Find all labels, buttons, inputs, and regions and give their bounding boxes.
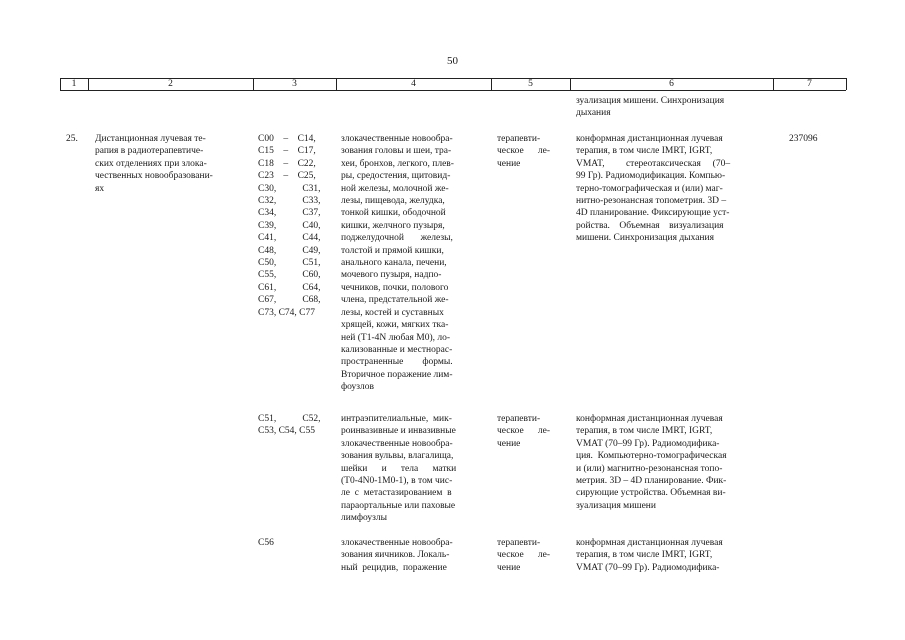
column-header-1: 1 (71, 79, 77, 89)
subrow-3-method: конформная дистанционная лучевая терапия, в том числе IMRT, IGRT, VMAT (70–99 Гр). Радиомодифика- (576, 538, 723, 573)
header-bottom-rule (60, 90, 846, 91)
subrow-2-model: интраэпителиальные, мик- роинвазивные и инвазивные злокачественные новообра- зования вульвы, влагалища, шейки и тела матки (T0-4N0-1M0-1), в том чис- ле с метастазированием в параортальные или паховые лимфоузлы (341, 414, 457, 524)
subrow-2-codes: C51, C52, C53, C54, C55 (258, 414, 321, 437)
column-header-2: 2 (168, 79, 173, 89)
subrow-2-method: конформная дистанционная лучевая терапия, в том числе IMRT, IGRT, VMAT (70–99 Гр). Радиомодифика- ция. Компьютерно-томографическая и (или) магнитно-резонансная топо- метрия. 3D – 4D планирование. Фик- сирующие устройства. Объемная ви- зуализация мишени (576, 414, 727, 511)
page-number: 50 (447, 55, 458, 67)
column-header-5: 5 (528, 79, 533, 89)
subrow-3-model: злокачественные новообра- зования яичников. Локаль- ный рецидив, поражение (341, 538, 453, 573)
column-header-6: 6 (669, 79, 674, 89)
subrow-1-treatment: терапевти- ческое ле- чение (497, 134, 551, 169)
continuation-method-text: зуализация мишени. Синхронизация дыхания (576, 96, 725, 119)
subrow-3-codes: C56 (258, 538, 274, 548)
subrow-2-treatment: терапевти- ческое ле- чение (497, 414, 551, 449)
subrow-1-method: конформная дистанционная лучевая терапия, в том числе IMRT, IGRT, VMAT, стереотаксическая (70– 99 Гр). Радиомодификация. Компью- терно-томографическая и (или) маг- нитно-резонансная топометрия. 3D – 4D планирование. Фиксирующие уст- ройства. Объемная визуализация мишени. Синхронизация дыхания (576, 134, 731, 244)
row-price: 237096 (789, 134, 818, 144)
column-header-7: 7 (807, 79, 812, 89)
row-number: 25. (66, 134, 78, 144)
column-header-3: 3 (292, 79, 297, 89)
subrow-1-codes: C00 – C14, C15 – C17, C18 – C22, C23 – C25, C30, C31, C32, C33, C34, C37, C39, C40, C41, C44, C48, C49, C50, C51, C55, C60, C61, C64, C67, C68, C73, C74, C77 (258, 134, 321, 318)
column-divider (846, 78, 847, 90)
row-name: Дистанционная лучевая те- рапия в радиотерапевтиче- ских отделениях при злока- чественных новообразовани- ях (95, 134, 213, 194)
subrow-1-model: злокачественные новообра- зования головы и шеи, тра- хеи, бронхов, легкого, плев- ры, средостения, щитовид- ной железы, молочной же- лезы, пищевода, желудка, тонкой кишки, ободочной кишки, желчного пузыря, поджелудочной железы, толстой и прямой кишки, анального канала, печени, мочевого пузыря, надпо- чечников, почки, полового члена, предстательной же- лезы, костей и суставных хрящей, кожи, мягких тка- ней (T1-4N любая M0), ло- кализованные и местнорас- пространенные формы. Вторичное поражение лим- фоузлов (341, 134, 454, 393)
column-header-4: 4 (411, 79, 416, 89)
subrow-3-treatment: терапевти- ческое ле- чение (497, 538, 551, 573)
